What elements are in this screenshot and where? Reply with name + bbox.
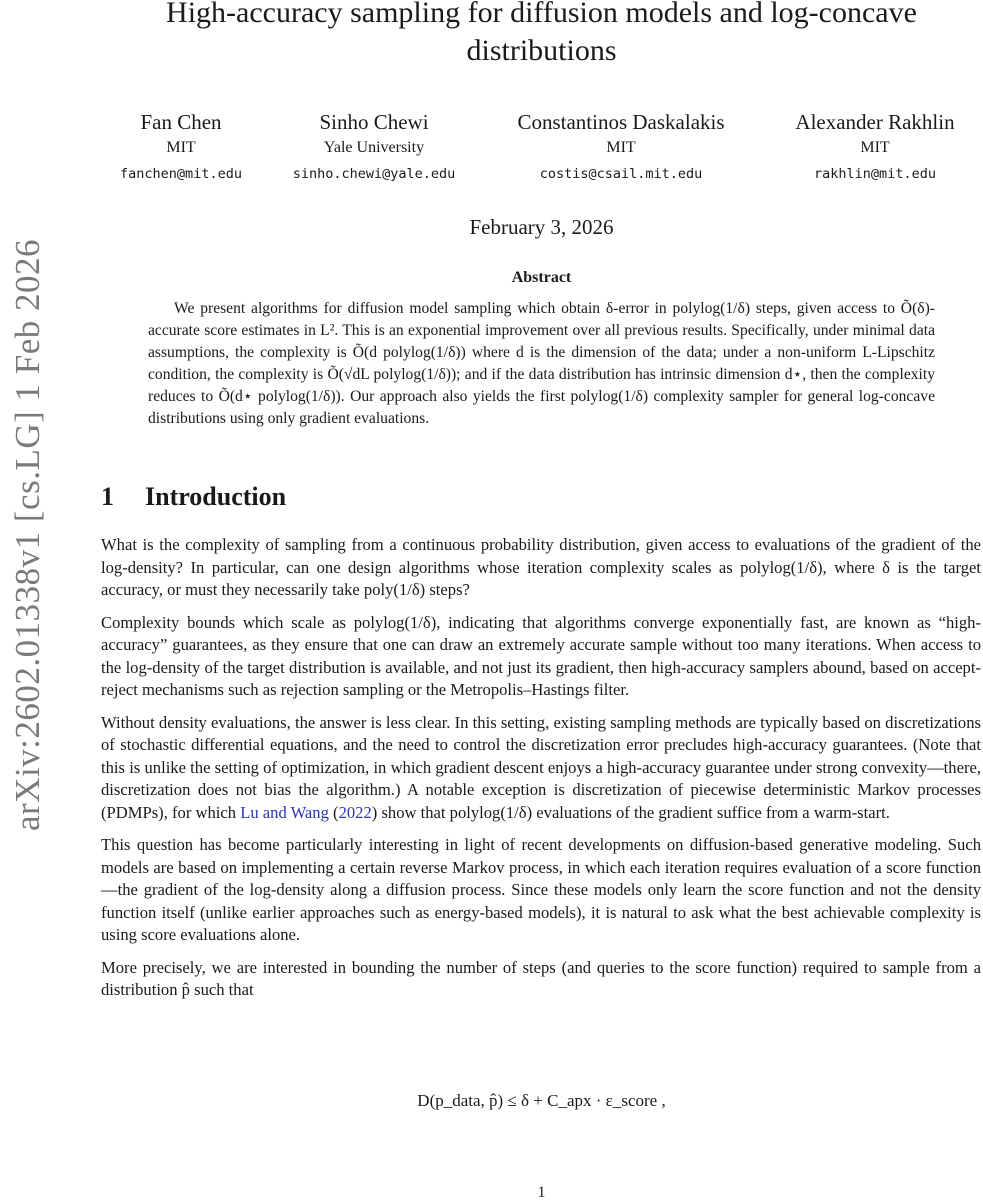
author-block [795, 108, 954, 188]
section-number: 1 [101, 482, 114, 511]
author-affiliation: MIT [166, 139, 196, 156]
author-affiliation: Yale University [323, 139, 425, 156]
abstract-text: We present algorithms for diffusion model sampling which obtain δ-error in polylog(1/δ) steps, given access to Õ(δ)-accurate score estimates in L². This is an exponential improvement over all previous results. Specifically, under minimal data assumptions, the complexity is Õ(d polylog(1/δ)) where d is the dimension of the data; under a non-uniform L-Lipschitz condition, the complexity is Õ(√dL polylog(1/δ)); and if the data distribution has intrinsic dimension d⋆, then the complexity reduces to Õ(d⋆ polylog(1/δ)). Our approach also yields the first polylog(1/δ) complexity sampler for general log-concave distributions using only gradient evaluations. [148, 300, 935, 427]
author-affiliation: MIT [606, 139, 636, 156]
page-number: 1 [537, 1184, 546, 1201]
author-name: Constantinos Daskalakis [517, 110, 725, 134]
author-block [120, 108, 242, 188]
author-name: Fan Chen [140, 110, 222, 134]
author-name: Sinho Chewi [319, 110, 429, 134]
publication-date: February 3, 2026 [469, 215, 614, 239]
section-title: Introduction [145, 482, 287, 511]
paragraph [101, 712, 981, 825]
paragraph: This question has become particularly interesting in light of recent developments on diffusion-based generative modeling. Such models are based on implementing a certain reverse Markov process, in which each iteration requires evaluation of a score function—the gradient of the log-density along a diffusion process. Since these models only learn the score function and not the density function itself (unlike earlier approaches such as energy-based models), it is natural to ask what the best achievable complexity is using score evaluations alone. [101, 835, 981, 944]
paragraph: More precisely, we are interested in bounding the number of steps (and queries to the score function) required to sample from a distribution p̂ such that [101, 957, 981, 999]
arxiv-stamp [0, 210, 56, 860]
citation-link[interactable]: Lu and Wang [240, 802, 329, 822]
paper-title: High-accuracy sampling for diffusion models and log-concave distributions [166, 0, 917, 67]
author-list [100, 108, 983, 194]
section-heading [101, 482, 286, 512]
author-name: Alexander Rakhlin [795, 110, 955, 134]
paragraph-text: ( [328, 802, 339, 822]
paragraph: What is the complexity of sampling from a continuous probability distribution, given access to evaluations of the gradient of the log-density? In particular, can one design algorithms whose iteration complexity scales as polylog(1/δ), where δ is the target accuracy, or must they necessarily take poly(1/δ) steps? [101, 535, 981, 599]
introduction-body [101, 534, 981, 1012]
citation-year-link[interactable]: 2022 [338, 802, 372, 822]
author-email: fanchen@mit.edu [120, 166, 242, 182]
author-email: costis@csail.mit.edu [539, 166, 703, 182]
author-block [293, 108, 456, 188]
abstract-heading: Abstract [511, 269, 572, 286]
display-equation: D(p_data, p̂) ≤ δ + C_apx · ε_score , [417, 1091, 666, 1110]
author-email: sinho.chewi@yale.edu [292, 166, 456, 182]
paragraph-text: Without density evaluations, the answer is less clear. In this setting, existing sampling methods are typically based on discretizations of stochastic differential equations, and the need to control the discretization error precludes high-accuracy guarantees. (Note that this is unlike the setting of optimization, in which gradient descent enjoys a high-accuracy guarantee under strong convexity—there, discretization does not bias the algorithm.) A notable exception is discretization of piecewise deterministic Markov processes (PDMPs), for which [101, 712, 981, 822]
author-block [517, 108, 724, 188]
author-email: rakhlin@mit.edu [814, 166, 936, 182]
author-affiliation: MIT [860, 139, 890, 156]
paragraph: Complexity bounds which scale as polylog(1/δ), indicating that algorithms converge exponentially fast, are known as “high-accuracy” guarantees, as they ensure that one can draw an extremely accurate sample without too many iterations. When access to the log-density of the target distribution is available, and not just its gradient, then high-accuracy samplers abound, based on accept-reject mechanisms such as rejection sampling or the Metropolis–Hastings filter. [101, 612, 981, 699]
paragraph-text: ) show that polylog(1/δ) evaluations of the gradient suffice from a warm-start. [371, 802, 890, 822]
arxiv-id: arXiv:2602.01338v1 [cs.LG] 1 Feb 2026 [8, 238, 48, 832]
